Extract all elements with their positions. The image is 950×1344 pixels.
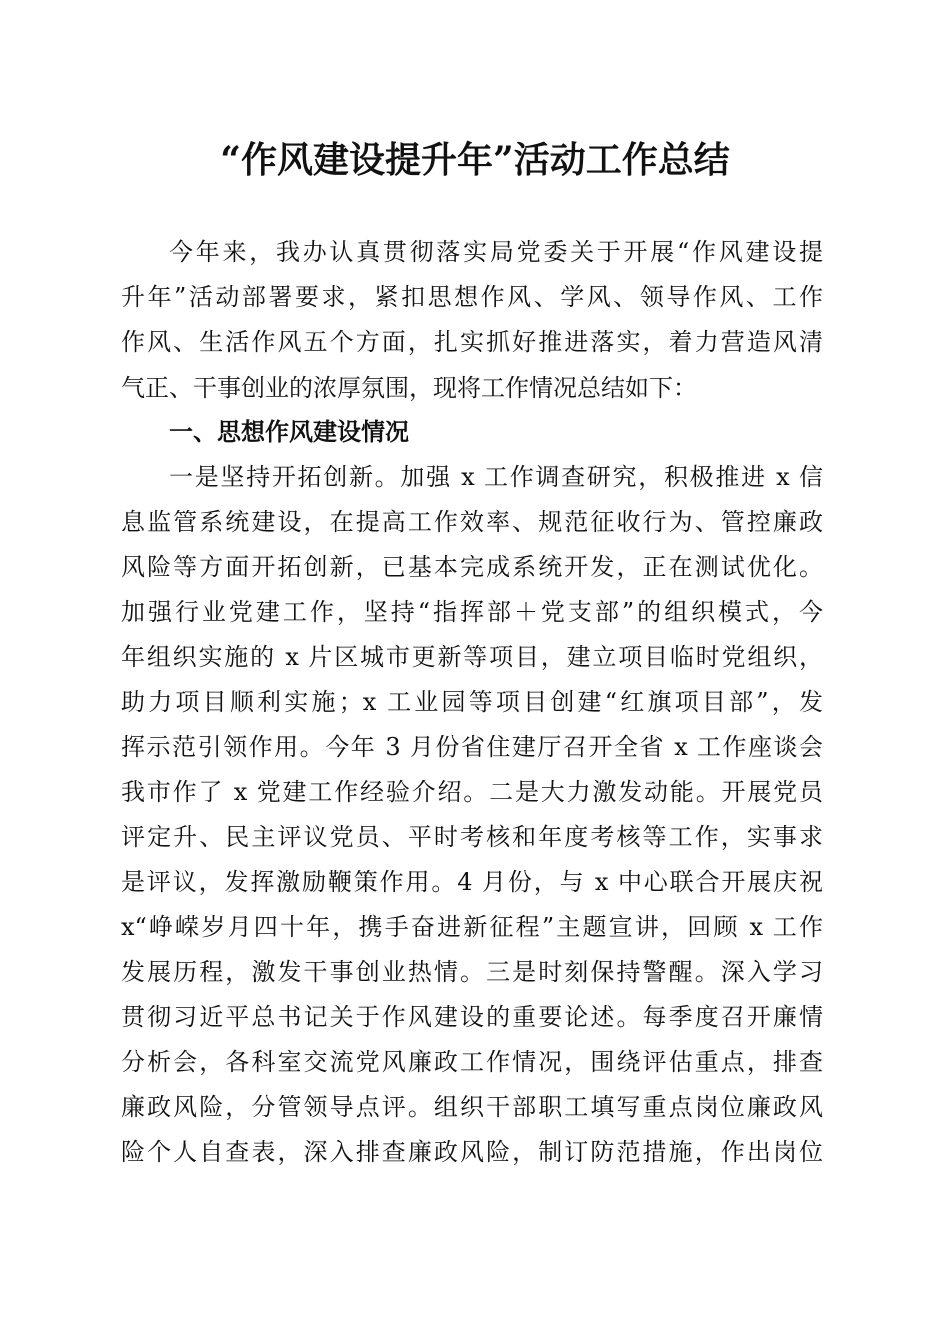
body-line: 一是坚持开拓创新。加强 x 工作调查研究，积极推进 x 信 (169, 463, 823, 491)
body-line: 廉政风险，分管领导点评。组织干部职工填写重点岗位廉政风 (121, 1093, 823, 1121)
body-line: 助力项目顺利实施；x 工业园等项目创建“红旗项目部”，发 (121, 688, 823, 716)
body-line: 险个人自查表，深入排查廉政风险，制订防范措施，作出岗位 (121, 1138, 823, 1166)
body-line: 挥示范引领作用。今年 3 月份省住建厅召开全省 x 工作座谈会 (121, 733, 823, 761)
body-line: 评定升、民主评议党员、平时考核和年度考核等工作，实事求 (121, 823, 823, 851)
document-title: “作风建设提升年”活动工作总结 (220, 139, 730, 181)
intro-line: 气正、干事创业的浓厚氛围，现将工作情况总结如下： (121, 374, 697, 402)
body-line: 我市作了 x 党建工作经验介绍。二是大力激发动能。开展党员 (121, 778, 823, 806)
body-line: 是评议，发挥激励鞭策作用。4 月份，与 x 中心联合开展庆祝 (121, 868, 823, 896)
intro-line: 升年”活动部署要求，紧扣思想作风、学风、领导作风、工作 (121, 283, 823, 311)
body-line: 发展历程，激发干事创业热情。三是时刻保持警醒。深入学习 (121, 958, 823, 986)
body-line: 分析会，各科室交流党风廉政工作情况，围绕评估重点，排查 (121, 1048, 823, 1076)
body-line: 息监管系统建设，在提高工作效率、规范征收行为、管控廉政 (121, 508, 823, 536)
body-line: x“峥嵘岁月四十年，携手奋进新征程”主题宣讲，回顾 x 工作 (121, 913, 823, 941)
intro-line: 作风、生活作风五个方面，扎实抓好推进落实，着力营造风清 (121, 328, 823, 356)
body-line: 贯彻习近平总书记关于作风建设的重要论述。每季度召开廉情 (121, 1003, 823, 1031)
intro-line: 今年来，我办认真贯彻落实局党委关于开展“作风建设提 (169, 238, 823, 266)
body-line: 风险等方面开拓创新，已基本完成系统开发，正在测试优化。 (121, 553, 823, 581)
body-line: 加强行业党建工作，坚持“指挥部＋党支部”的组织模式，今 (121, 598, 823, 626)
section-heading: 一、思想作风建设情况 (169, 418, 409, 446)
body-line: 年组织实施的 x 片区城市更新等项目，建立项目临时党组织， (121, 643, 823, 671)
